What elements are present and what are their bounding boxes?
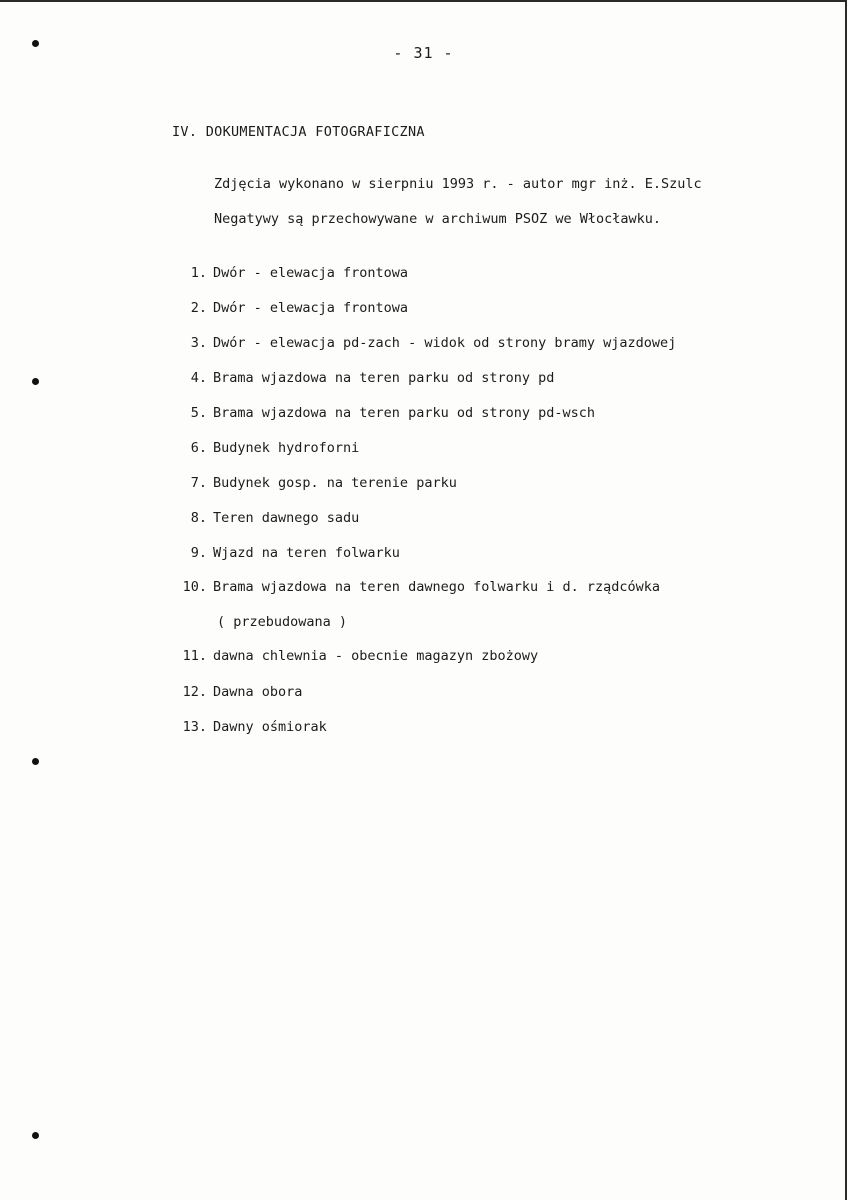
list-item-number: 3. — [190, 335, 207, 351]
list-item-text: Wjazd na teren folwarku — [213, 545, 400, 561]
list-item-text: Teren dawnego sadu — [213, 510, 360, 526]
binder-hole-icon — [32, 758, 39, 765]
section-title: IV. DOKUMENTACJA FOTOGRAFICZNA — [172, 124, 425, 140]
list-item-number: 1. — [190, 265, 207, 281]
list-item-number: 12. — [182, 684, 207, 700]
intro-line: Zdjęcia wykonano w sierpniu 1993 r. - autor mgr inż. E.Szulc — [214, 176, 702, 192]
list-item-number: 6. — [190, 440, 207, 456]
list-item-text: Budynek gosp. na terenie parku — [213, 475, 457, 491]
list-item-number: 5. — [190, 405, 207, 421]
list-item-number: 7. — [190, 475, 207, 491]
binder-hole-icon — [32, 378, 39, 385]
list-item-number: 2. — [190, 300, 207, 316]
list-item-text: ( przebudowana ) — [217, 614, 348, 630]
list-item-text: dawna chlewnia - obecnie magazyn zbożowy — [213, 648, 539, 664]
list-item-number: 11. — [182, 648, 207, 664]
list-item-number: 13. — [182, 719, 207, 735]
intro-line: Negatywy są przechowywane w archiwum PSOZ we Włocławku. — [214, 211, 662, 227]
list-item-number: 4. — [190, 370, 207, 386]
list-item-text: Brama wjazdowa na teren parku od strony pd-wsch — [213, 405, 596, 421]
list-item-text: Brama wjazdowa na teren dawnego folwarku i d. rządcówka — [213, 579, 661, 595]
list-item-number: 10. — [182, 579, 207, 595]
list-item-number: 9. — [190, 545, 207, 561]
page-number: - 31 - — [393, 44, 454, 62]
list-item-text: Brama wjazdowa na teren parku od strony pd — [213, 370, 555, 386]
list-item-text: Dwór - elewacja frontowa — [213, 265, 409, 281]
list-item-text: Budynek hydroforni — [213, 440, 360, 456]
list-item-text: Dwór - elewacja frontowa — [213, 300, 409, 316]
list-item-text: Dawny ośmiorak — [213, 719, 327, 735]
binder-hole-icon — [32, 1132, 39, 1139]
list-item-text: Dwór - elewacja pd-zach - widok od strony bramy wjazdowej — [213, 335, 677, 351]
list-item-number: 8. — [190, 510, 207, 526]
list-item-text: Dawna obora — [213, 684, 303, 700]
